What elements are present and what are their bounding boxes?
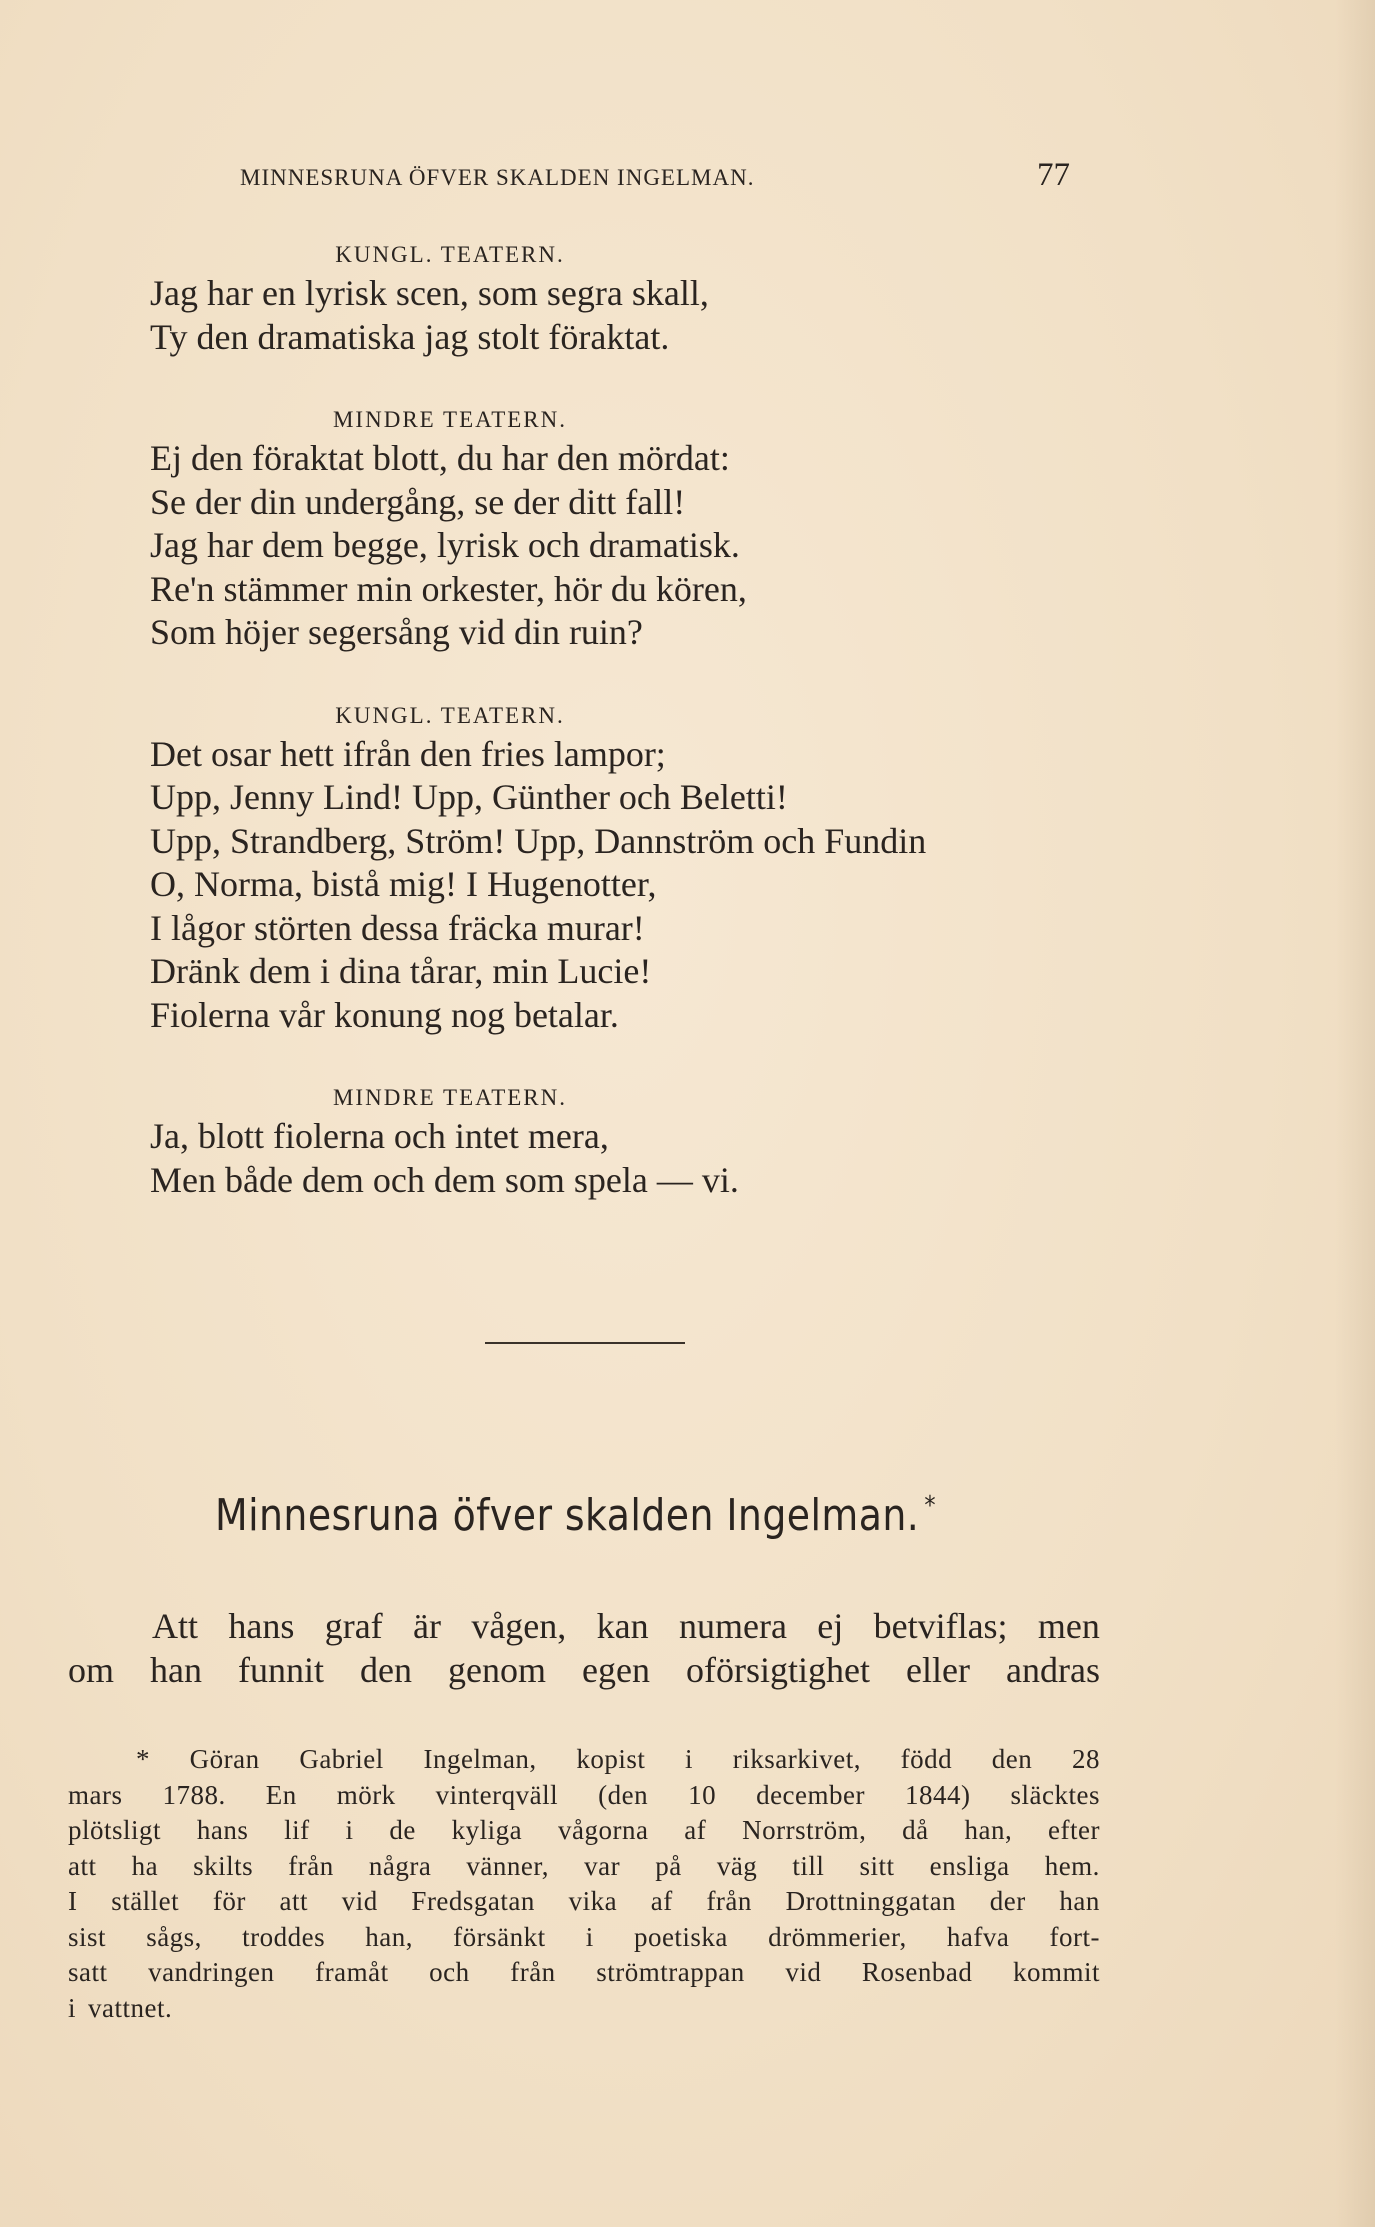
stanza <box>150 1081 1110 1202</box>
word: 1844) <box>905 1779 971 1810</box>
word: väg <box>716 1850 758 1881</box>
word: till <box>792 1850 825 1881</box>
section-title: Minnesruna öfver skalden Ingelman. <box>215 1490 920 1541</box>
word: funnit <box>238 1650 325 1690</box>
verse-line: Som höjer segersång vid din ruin? <box>150 612 643 652</box>
section-divider <box>485 1342 685 1344</box>
word: och <box>429 1957 470 1987</box>
word: oförsigtighet <box>686 1650 871 1690</box>
word: ensliga <box>929 1850 1010 1881</box>
word: betviflas; <box>873 1606 1008 1646</box>
word: numera <box>678 1606 787 1646</box>
word: sist <box>68 1921 107 1952</box>
word: vika <box>568 1886 618 1916</box>
speaker-heading: KUNGL. TEATERN. <box>335 242 565 267</box>
verse-line: Se der din undergång, se der ditt fall! <box>150 481 686 522</box>
word: poetiska <box>633 1921 728 1952</box>
word: hem. <box>1044 1850 1100 1881</box>
word: Ingelman, <box>423 1744 537 1774</box>
verse-line: I lågor störten dessa fräcka murar! <box>150 907 645 948</box>
footnote-line <box>68 1920 1100 1956</box>
footnote-line <box>68 1778 1100 1814</box>
section-heading <box>215 1490 936 1541</box>
verse-line: Upp, Strandberg, Ström! Upp, Dannström och Fundin <box>150 820 927 861</box>
word: * <box>136 1744 150 1774</box>
speaker-heading: KUNGL. TEATERN. <box>335 702 565 728</box>
word: Drottninggatan <box>785 1886 957 1916</box>
word: han, <box>365 1921 413 1952</box>
word: de <box>389 1815 416 1845</box>
page-edge-shadow <box>1335 0 1375 2227</box>
word: vågen, <box>471 1606 567 1646</box>
word: 10 <box>688 1779 717 1810</box>
word: hans <box>228 1606 295 1646</box>
word: ej <box>817 1606 844 1646</box>
word: I <box>68 1886 78 1916</box>
verse-line: Ja, blott fiolerna och intet mera, <box>150 1116 609 1156</box>
word: satt <box>68 1957 108 1987</box>
footnote-line <box>68 1955 1100 1991</box>
word: är <box>413 1606 441 1646</box>
word: En <box>265 1779 297 1810</box>
footnote-line <box>68 1991 1100 2027</box>
word: drömmerier, <box>768 1921 907 1952</box>
word: 28 <box>1071 1744 1100 1774</box>
stanza <box>150 238 1110 359</box>
word: att <box>68 1850 97 1881</box>
stanza <box>150 403 1110 655</box>
word: egen <box>582 1650 651 1690</box>
word: kommit <box>1012 1957 1100 1987</box>
word: i <box>585 1921 594 1952</box>
word: försänkt <box>453 1921 546 1952</box>
word: han <box>150 1650 203 1690</box>
word: der <box>989 1886 1026 1916</box>
verse-line: Men både dem och dem som spela — vi. <box>150 1159 739 1200</box>
word: från <box>510 1957 556 1987</box>
verse-line: O, Norma, bistå mig! I Hugenotter, <box>150 864 657 904</box>
verse-line: Jag har dem begge, lyrisk och dramatisk. <box>150 525 740 565</box>
running-head <box>240 157 1070 201</box>
word: den <box>360 1650 413 1690</box>
footnote-line <box>68 1849 1100 1885</box>
word: 1788. <box>162 1779 226 1810</box>
verse-line: Re'n stämmer min orkester, hör du kören, <box>150 568 747 609</box>
word: graf <box>324 1606 383 1646</box>
word: men <box>1037 1606 1100 1646</box>
word: eller <box>906 1650 970 1690</box>
footnote-line <box>68 1742 1100 1778</box>
footnote-mark: * <box>924 1491 936 1522</box>
word: Gabriel <box>299 1744 384 1774</box>
word: fort- <box>1049 1921 1100 1952</box>
word: vinterqväll <box>435 1779 559 1810</box>
verse-line: Ej den föraktat blott, du har den mördat: <box>150 438 730 478</box>
word: Fredsgatan <box>411 1886 535 1916</box>
word: vänner, <box>466 1850 550 1881</box>
word: Rosenbad <box>861 1957 973 1987</box>
word: framåt <box>315 1957 389 1987</box>
word: mörk <box>336 1779 396 1810</box>
word: född <box>900 1744 953 1774</box>
body-text <box>68 1604 1100 1692</box>
word: hafva <box>946 1921 1010 1952</box>
word: vågorna <box>557 1815 649 1845</box>
speaker-heading: MINDRE TEATERN. <box>332 407 567 432</box>
word: (den <box>598 1779 649 1810</box>
word: sitt <box>859 1850 895 1881</box>
word: släcktes <box>1010 1779 1100 1810</box>
word: ha <box>131 1850 159 1881</box>
word: andras <box>1006 1650 1100 1690</box>
word: genom <box>448 1650 547 1690</box>
verse-line: Det osar hett ifrån den fries lampor; <box>150 733 666 774</box>
word: plötsligt <box>68 1815 162 1845</box>
word: vid <box>341 1886 378 1916</box>
speaker-heading: MINDRE TEATERN. <box>332 1085 567 1110</box>
word: några <box>368 1850 432 1881</box>
footnote-line <box>68 1813 1100 1849</box>
verse-line: Jag har en lyrisk scen, som segra skall, <box>150 273 709 313</box>
word: Norrström, <box>742 1815 867 1845</box>
footnote <box>68 1742 1100 2026</box>
word: vid <box>785 1957 822 1987</box>
word: lif <box>284 1815 310 1845</box>
word: vattnet. <box>88 1992 173 2023</box>
word: sågs, <box>146 1921 202 1952</box>
word: om <box>68 1650 115 1690</box>
word: af <box>650 1886 673 1916</box>
body-line <box>68 1648 1100 1692</box>
word: skilts <box>193 1850 254 1881</box>
word: på <box>655 1850 682 1881</box>
word: från <box>288 1850 334 1881</box>
word: stället <box>111 1886 180 1916</box>
word: december <box>756 1779 866 1810</box>
verse-line: Ty den dramatiska jag stolt föraktat. <box>150 316 670 357</box>
word: efter <box>1048 1815 1100 1845</box>
word: mars <box>68 1779 123 1810</box>
verse-line: Dränk dem i dina tårar, min Lucie! <box>150 951 652 991</box>
dialogue-poem <box>150 238 1110 1246</box>
running-head-title: MINNESRUNA ÖFVER SKALDEN INGELMAN. <box>240 165 755 190</box>
verse-line: Fiolerna vår konung nog betalar. <box>150 994 619 1035</box>
word: af <box>684 1815 707 1845</box>
word: i <box>345 1815 354 1845</box>
word: han, <box>964 1815 1013 1845</box>
body-line <box>68 1604 1100 1648</box>
footnote-line <box>68 1884 1100 1920</box>
word: riksarkivet, <box>732 1744 861 1774</box>
word: kopist <box>576 1744 646 1774</box>
stanza <box>150 699 1110 1038</box>
word: från <box>706 1886 752 1916</box>
verse-line: Upp, Jenny Lind! Upp, Günther och Beletti! <box>150 777 788 817</box>
word: i <box>68 1992 77 2023</box>
word: troddes <box>242 1921 326 1952</box>
word: i <box>685 1744 694 1774</box>
page-number: 77 <box>1037 157 1070 193</box>
word: att <box>279 1886 309 1916</box>
word: då <box>902 1815 929 1845</box>
word: vandringen <box>148 1957 275 1987</box>
word: Göran <box>189 1744 260 1774</box>
word: strömtrappan <box>596 1957 745 1987</box>
word: var <box>584 1850 621 1881</box>
word: för <box>212 1886 246 1916</box>
word: Att <box>152 1606 199 1646</box>
word: den <box>991 1744 1033 1774</box>
word: hans <box>196 1815 249 1845</box>
word: han <box>1059 1886 1100 1916</box>
word: kan <box>596 1606 649 1646</box>
word: kyliga <box>451 1815 523 1845</box>
